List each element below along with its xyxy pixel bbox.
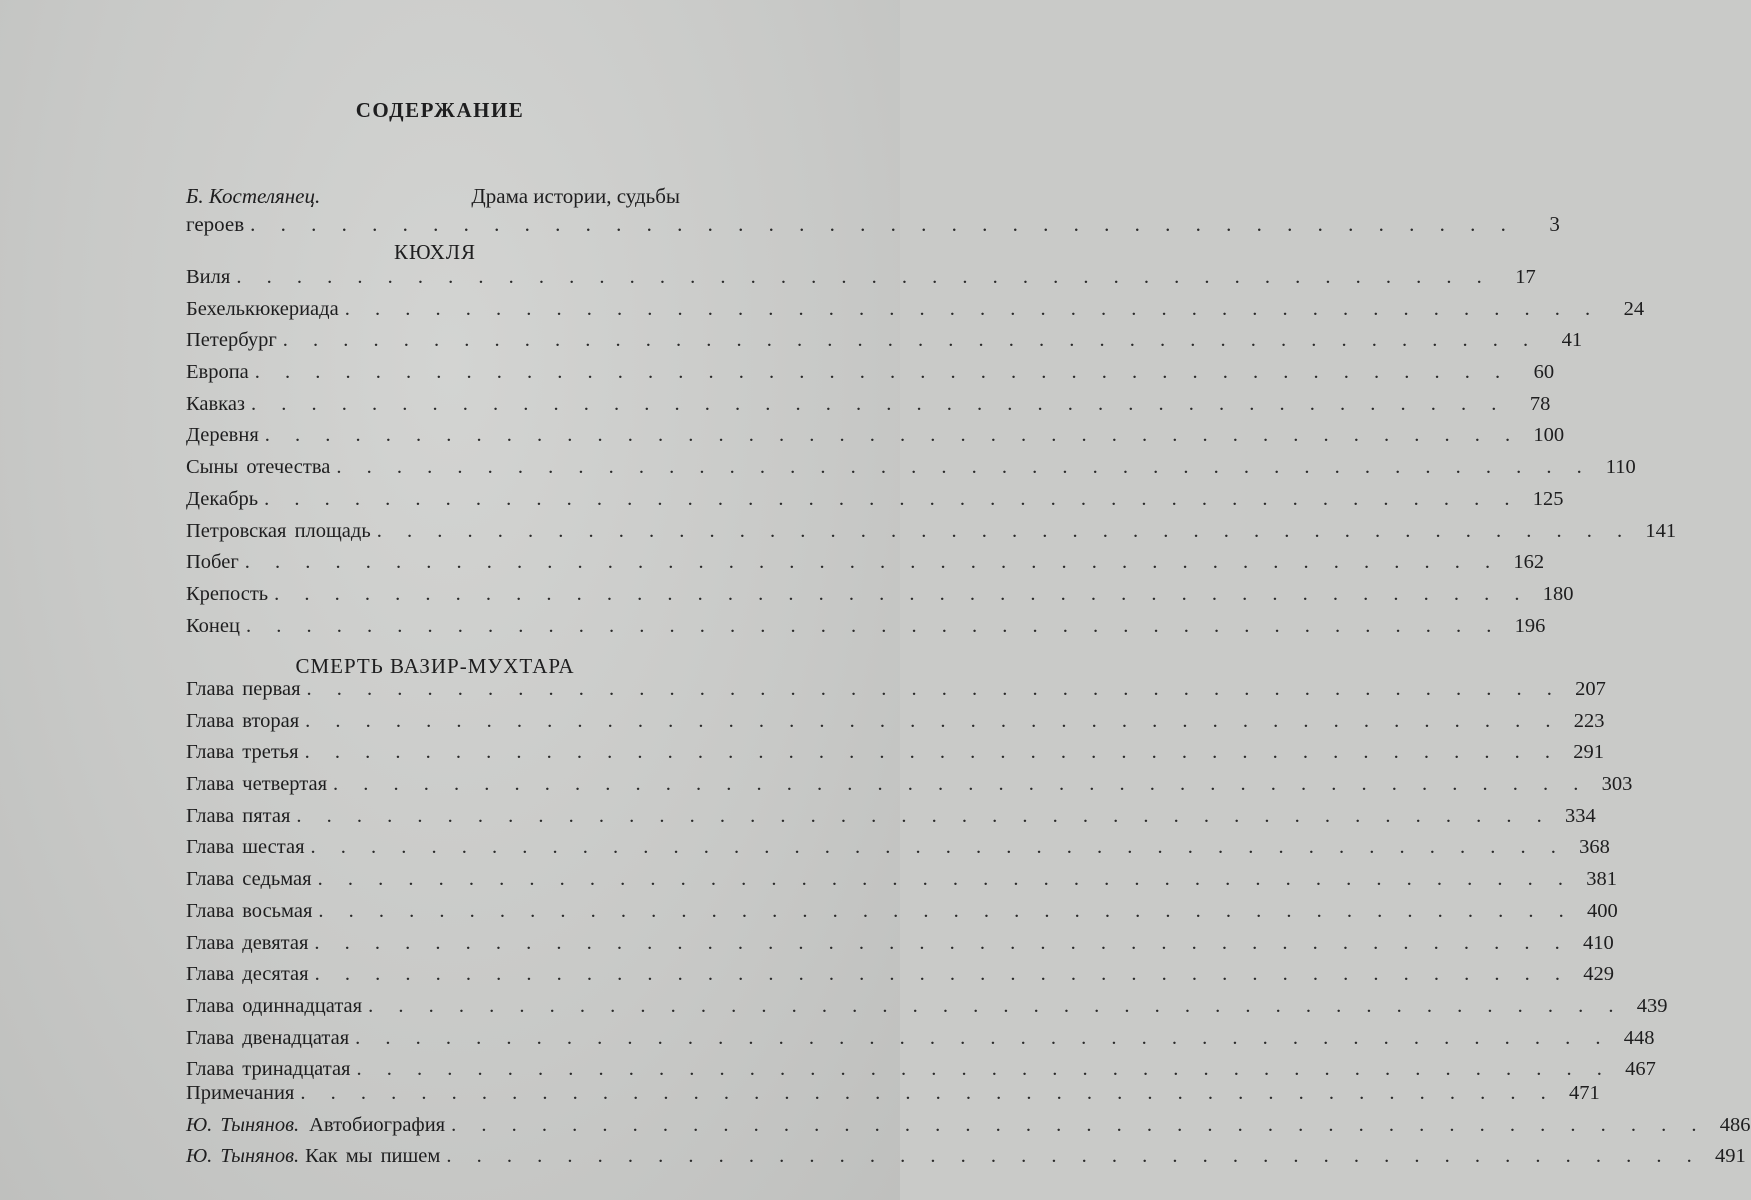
- toc-entry[interactable]: [186, 678, 1606, 710]
- entry-label: Глава тринадцатая: [186, 1058, 351, 1081]
- toc-entry[interactable]: [186, 899, 1618, 932]
- entry-label: Как мы пишем: [305, 1145, 441, 1168]
- page-number: 439: [1636, 994, 1668, 1017]
- page-number: 467: [1625, 1058, 1656, 1081]
- toc-entry[interactable]: [186, 963, 1614, 995]
- page-number: 486: [1719, 1113, 1751, 1136]
- toc-entry[interactable]: [186, 297, 1645, 330]
- entry-label: Глава седьмая: [186, 868, 312, 891]
- entry-label: Глава первая: [186, 678, 301, 700]
- entry-label: Крепость: [186, 582, 269, 605]
- dot-leader: . . . . . . . . . . . . . . . . . . . . . . . . . . . . . . . . . . . . . . . . . .: [344, 297, 1601, 320]
- page-number: 141: [1645, 519, 1677, 542]
- section-heading-kyukhlya: КЮХЛЯ: [393, 240, 477, 264]
- intro-line-1: [186, 182, 680, 210]
- toc-entry[interactable]: [186, 709, 1605, 742]
- dot-leader: . . . . . . . . . . . . . . . . . . . . . . . . . . . . . . . . . . . . . . . . . .: [236, 266, 1492, 288]
- page-number: 17: [1515, 266, 1536, 288]
- entry-label: Автобиография: [309, 1113, 446, 1136]
- toc-entry[interactable]: [186, 266, 1536, 298]
- dot-leader: . . . . . . . . . . . . . . . . . . . . . . . . . . . . . . . . . . . . . . . . . .: [318, 899, 1574, 922]
- toc-entry[interactable]: [186, 804, 1596, 837]
- entry-label: Глава вторая: [186, 709, 300, 732]
- intro-author: Б. Костелянец.: [186, 184, 321, 208]
- entry-label: Декабрь: [186, 487, 259, 510]
- dot-leader: . . . . . . . . . . . . . . . . . . . . . . . . . . . . . . . . . . . . . . . . . .: [300, 1082, 1556, 1104]
- toc-entry[interactable]: [186, 582, 1574, 615]
- toc-list-kyukhlya: [186, 266, 1677, 646]
- page-number: 24: [1623, 297, 1645, 320]
- dot-leader: . . . . . . . . . . . . . . . . . . . . . . . . . . . . . . . . . . . . . . . . . .: [355, 1026, 1611, 1049]
- dot-leader: . . . . . . . . . . . . . . . . . . . . . . . . . . . . . . . . . . . . . . . . . .: [244, 551, 1501, 574]
- toc-entry[interactable]: [186, 551, 1545, 583]
- dot-leader: . . . . . . . . . . . . . . . . . . . . . . . . . . . . . . . . . . . . . . . . . .: [264, 424, 1521, 447]
- entry-label: Побег: [186, 551, 239, 574]
- page-number: 381: [1586, 868, 1617, 891]
- toc-list-vazir-mukhtar: [186, 678, 1668, 1090]
- dot-leader: . . . . . . . . . . . . . . . . . . . . . . . . . . . . . . . . . . . . . . . . . .: [451, 1113, 1707, 1136]
- toc-entry[interactable]: [186, 456, 1636, 488]
- page-number: 162: [1513, 551, 1545, 574]
- entry-label: Глава пятая: [186, 804, 291, 827]
- entry-label: Кавказ: [186, 392, 246, 415]
- toc-entry[interactable]: [186, 329, 1583, 361]
- dot-leader: . . . . . . . . . . . . . . . . . . . . . . . . . . . . . . . . . . . . . . . . . .: [250, 212, 1516, 236]
- page-number: 448: [1623, 1026, 1655, 1049]
- toc-entry[interactable]: [186, 614, 1546, 647]
- dot-leader: . . . . . . . . . . . . . . . . . . . . . . . . . . . . . . . . . . . . . . . . . .: [336, 456, 1592, 479]
- dot-leader: . . . . . . . . . . . . . . . . . . . . . . . . . . . . . . . . . . . . . . . . . .: [317, 868, 1573, 891]
- dot-leader: . . . . . . . . . . . . . . . . . . . . . . . . . . . . . . . . . . . . . . . . . .: [306, 678, 1562, 700]
- entry-label: Сыны отечества: [186, 456, 331, 479]
- entry-label: Глава десятая: [186, 963, 309, 986]
- dot-leader: . . . . . . . . . . . . . . . . . . . . . . . . . . . . . . . . . . . . . . . . . .: [296, 804, 1552, 827]
- dot-leader: . . . . . . . . . . . . . . . . . . . . . . . . . . . . . . . . . . . . . . . . . .: [282, 329, 1539, 352]
- page-number: 368: [1579, 836, 1610, 859]
- dot-leader: . . . . . . . . . . . . . . . . . . . . . . . . . . . . . . . . . . . . . . . . . .: [274, 582, 1530, 605]
- toc-entry-how-we-write[interactable]: [186, 1145, 1746, 1177]
- entry-label: Глава третья: [186, 741, 299, 764]
- page-number: 429: [1583, 963, 1614, 986]
- toc-list-appendix: [186, 1082, 1751, 1177]
- toc-entry[interactable]: [186, 361, 1555, 393]
- dot-leader: . . . . . . . . . . . . . . . . . . . . . . . . . . . . . . . . . . . . . . . . . .: [245, 614, 1502, 637]
- intro-line-2: [186, 210, 1560, 238]
- toc-entry[interactable]: [186, 741, 1604, 773]
- page-number: 78: [1529, 392, 1551, 415]
- dot-leader: . . . . . . . . . . . . . . . . . . . . . . . . . . . . . . . . . . . . . . . . . .: [310, 836, 1566, 859]
- entry-label: Примечания: [186, 1082, 295, 1104]
- page-number: 223: [1573, 709, 1605, 732]
- toc-entry-notes[interactable]: [186, 1082, 1600, 1114]
- toc-intro-entry: [186, 182, 1560, 238]
- page-number: 100: [1533, 424, 1565, 447]
- section-heading-vazir-mukhtar: СМЕРТЬ ВАЗИР-МУХТАРА: [295, 654, 575, 678]
- entry-author: Ю. Тынянов.: [186, 1113, 300, 1136]
- entry-label: Деревня: [186, 424, 259, 447]
- intro-title-part2: героев: [186, 212, 245, 236]
- entry-label: Глава двенадцатая: [186, 1026, 350, 1049]
- dot-leader: . . . . . . . . . . . . . . . . . . . . . . . . . . . . . . . . . . . . . . . . . .: [356, 1058, 1612, 1081]
- entry-label: Глава одиннадцатая: [186, 994, 363, 1017]
- toc-entry[interactable]: [186, 994, 1668, 1027]
- page-number: 3: [1549, 212, 1560, 236]
- entry-label: Глава шестая: [186, 836, 305, 859]
- entry-label: Глава девятая: [186, 931, 309, 954]
- intro-title-part1: Драма истории, судьбы: [471, 184, 680, 208]
- page-number: 60: [1533, 361, 1555, 384]
- entry-label: Глава четвертая: [186, 773, 328, 796]
- page-number: 41: [1561, 329, 1583, 352]
- dot-leader: . . . . . . . . . . . . . . . . . . . . . . . . . . . . . . . . . . . . . . . . . .: [368, 994, 1624, 1017]
- page-title: СОДЕРЖАНИЕ: [355, 98, 525, 122]
- toc-entry[interactable]: [186, 931, 1614, 964]
- entry-label: Конец: [186, 614, 240, 637]
- toc-entry[interactable]: [186, 392, 1551, 425]
- entry-label: Глава восьмая: [186, 899, 313, 922]
- dot-leader: . . . . . . . . . . . . . . . . . . . . . . . . . . . . . . . . . . . . . . . . . .: [254, 361, 1511, 384]
- dot-leader: . . . . . . . . . . . . . . . . . . . . . . . . . . . . . . . . . . . . . . . . . .: [304, 741, 1560, 764]
- toc-entry[interactable]: [186, 836, 1610, 868]
- page-number: 110: [1605, 456, 1636, 479]
- page-number: 334: [1565, 804, 1596, 827]
- page-number: 291: [1573, 741, 1604, 764]
- entry-label: Петербург: [186, 329, 277, 352]
- toc-entry-autobiography[interactable]: [186, 1113, 1751, 1146]
- entry-label: Виля: [186, 266, 231, 288]
- dot-leader: . . . . . . . . . . . . . . . . . . . . . . . . . . . . . . . . . . . . . . . . . .: [314, 963, 1570, 986]
- page-number: 180: [1542, 582, 1574, 605]
- page-number: 125: [1532, 487, 1564, 510]
- toc-entry[interactable]: [186, 519, 1677, 552]
- entry-label: Европа: [186, 361, 249, 384]
- page-number: 207: [1575, 678, 1606, 700]
- dot-leader: . . . . . . . . . . . . . . . . . . . . . . . . . . . . . . . . . . . . . . . . . .: [305, 709, 1561, 732]
- toc-entry[interactable]: [186, 1026, 1655, 1059]
- dot-leader: . . . . . . . . . . . . . . . . . . . . . . . . . . . . . . . . . . . . . . . . . .: [376, 519, 1633, 542]
- dot-leader: . . . . . . . . . . . . . . . . . . . . . . . . . . . . . . . . . . . . . . . . . .: [251, 392, 1507, 415]
- entry-label: Петровская площадь: [186, 519, 371, 542]
- page-number: 400: [1587, 899, 1618, 922]
- dot-leader: . . . . . . . . . . . . . . . . . . . . . . . . . . . . . . . . . . . . . . . . . .: [446, 1145, 1702, 1168]
- toc-entry[interactable]: [186, 773, 1633, 805]
- entry-author: Ю. Тынянов.: [186, 1145, 300, 1168]
- entry-label: Бехелькюкериада: [186, 297, 339, 320]
- page-number: 196: [1514, 614, 1546, 637]
- page-number: 303: [1601, 773, 1633, 796]
- dot-leader: . . . . . . . . . . . . . . . . . . . . . . . . . . . . . . . . . . . . . . . . . .: [333, 773, 1589, 796]
- dot-leader: . . . . . . . . . . . . . . . . . . . . . . . . . . . . . . . . . . . . . . . . . .: [264, 487, 1520, 510]
- dot-leader: . . . . . . . . . . . . . . . . . . . . . . . . . . . . . . . . . . . . . . . . . .: [314, 931, 1570, 954]
- page-number: 471: [1569, 1082, 1600, 1104]
- toc-entry[interactable]: [186, 487, 1564, 520]
- toc-entry[interactable]: [186, 424, 1565, 456]
- toc-entry[interactable]: [186, 868, 1617, 900]
- page-number: 491: [1715, 1145, 1746, 1168]
- page-number: 410: [1583, 931, 1614, 954]
